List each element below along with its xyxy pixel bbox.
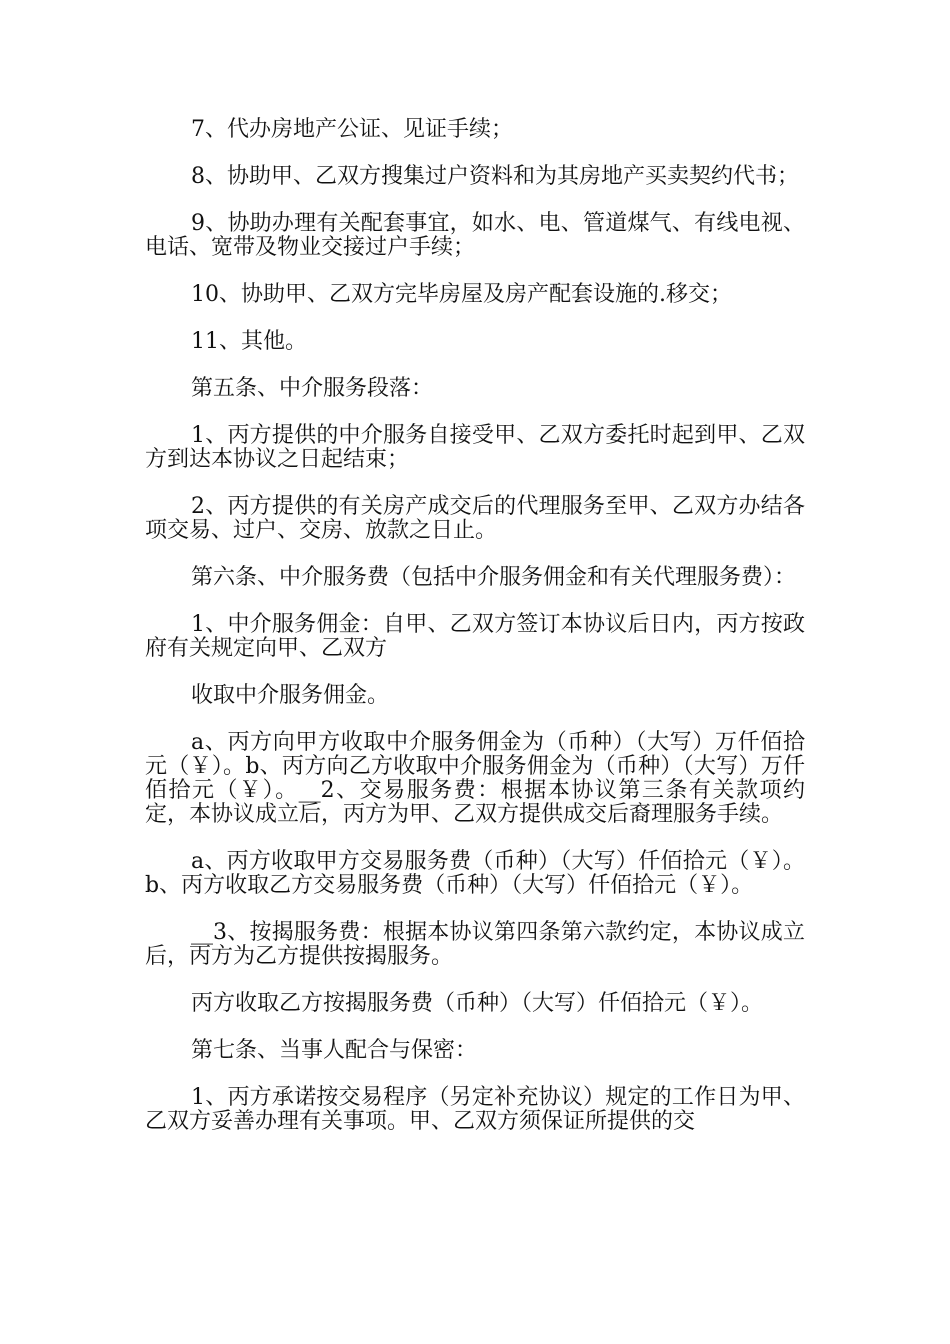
article-5-item-2: 2、丙方提供的有关房产成交后的代理服务至甲、乙双方办结各项交易、过户、交房、放款之日止。 [145,494,805,543]
article-6-heading: 第六条、中介服务费（包括中介服务佣金和有关代理服务费）： [191,565,797,590]
mortgage-fee-clause: __3、按揭服务费：根据本协议第四条第六款约定，本协议成立后，丙方为乙方提供按揭服务。 [145,920,805,969]
article-6-item-1: 1、中介服务佣金：自甲、乙双方签订本协议后日内，丙方按政府有关规定向甲、乙双方 [145,612,805,661]
commission-details: a、丙方向甲方收取中介服务佣金为（币种）（大写）万仟佰拾元（￥）。b、丙方向乙方收取中介服务佣金为（币种）（大写）万仟佰拾元（￥）。__2、交易服务费：根据本协议第三条有关款项约定，本协议成立后，丙方为甲、乙双方提供成交后裔理服务手续。 [145,730,805,827]
mortgage-fee-details: 丙方收取乙方按揭服务费（币种）（大写）仟佰拾元（￥）。 [191,991,764,1016]
article-5-item-1: 1、丙方提供的中介服务自接受甲、乙双方委托时起到甲、乙双方到达本协议之日起结束； [145,423,805,472]
clause-8: 8、协助甲、乙双方搜集过户资料和为其房地产买卖契约代书； [191,164,799,189]
clause-11: 11、其他。 [191,329,307,354]
clause-9: 9、协助办理有关配套事宜，如水、电、管道煤气、有线电视、电话、宽带及物业交接过户手续； [145,211,805,260]
document-page [145,118,805,1157]
clause-10: 10、协助甲、乙双方完毕房屋及房产配套设施的.移交； [191,282,732,307]
article-6-item-1-cont: 收取中介服务佣金。 [191,683,390,708]
article-5-heading: 第五条、中介服务段落： [191,376,434,401]
article-7-heading: 第七条、当事人配合与保密： [191,1038,478,1063]
transaction-fee-details: a、丙方收取甲方交易服务费（币种）（大写）仟佰拾元（￥）。b、丙方收取乙方交易服务费（币种）（大写）仟佰拾元（￥）。 [145,849,805,898]
article-7-item-1: 1、丙方承诺按交易程序（另定补充协议）规定的工作日为甲、乙双方妥善办理有关事项。甲、乙双方须保证所提供的交 [145,1085,805,1134]
clause-7: 7、代办房地产公证、见证手续； [191,117,513,142]
